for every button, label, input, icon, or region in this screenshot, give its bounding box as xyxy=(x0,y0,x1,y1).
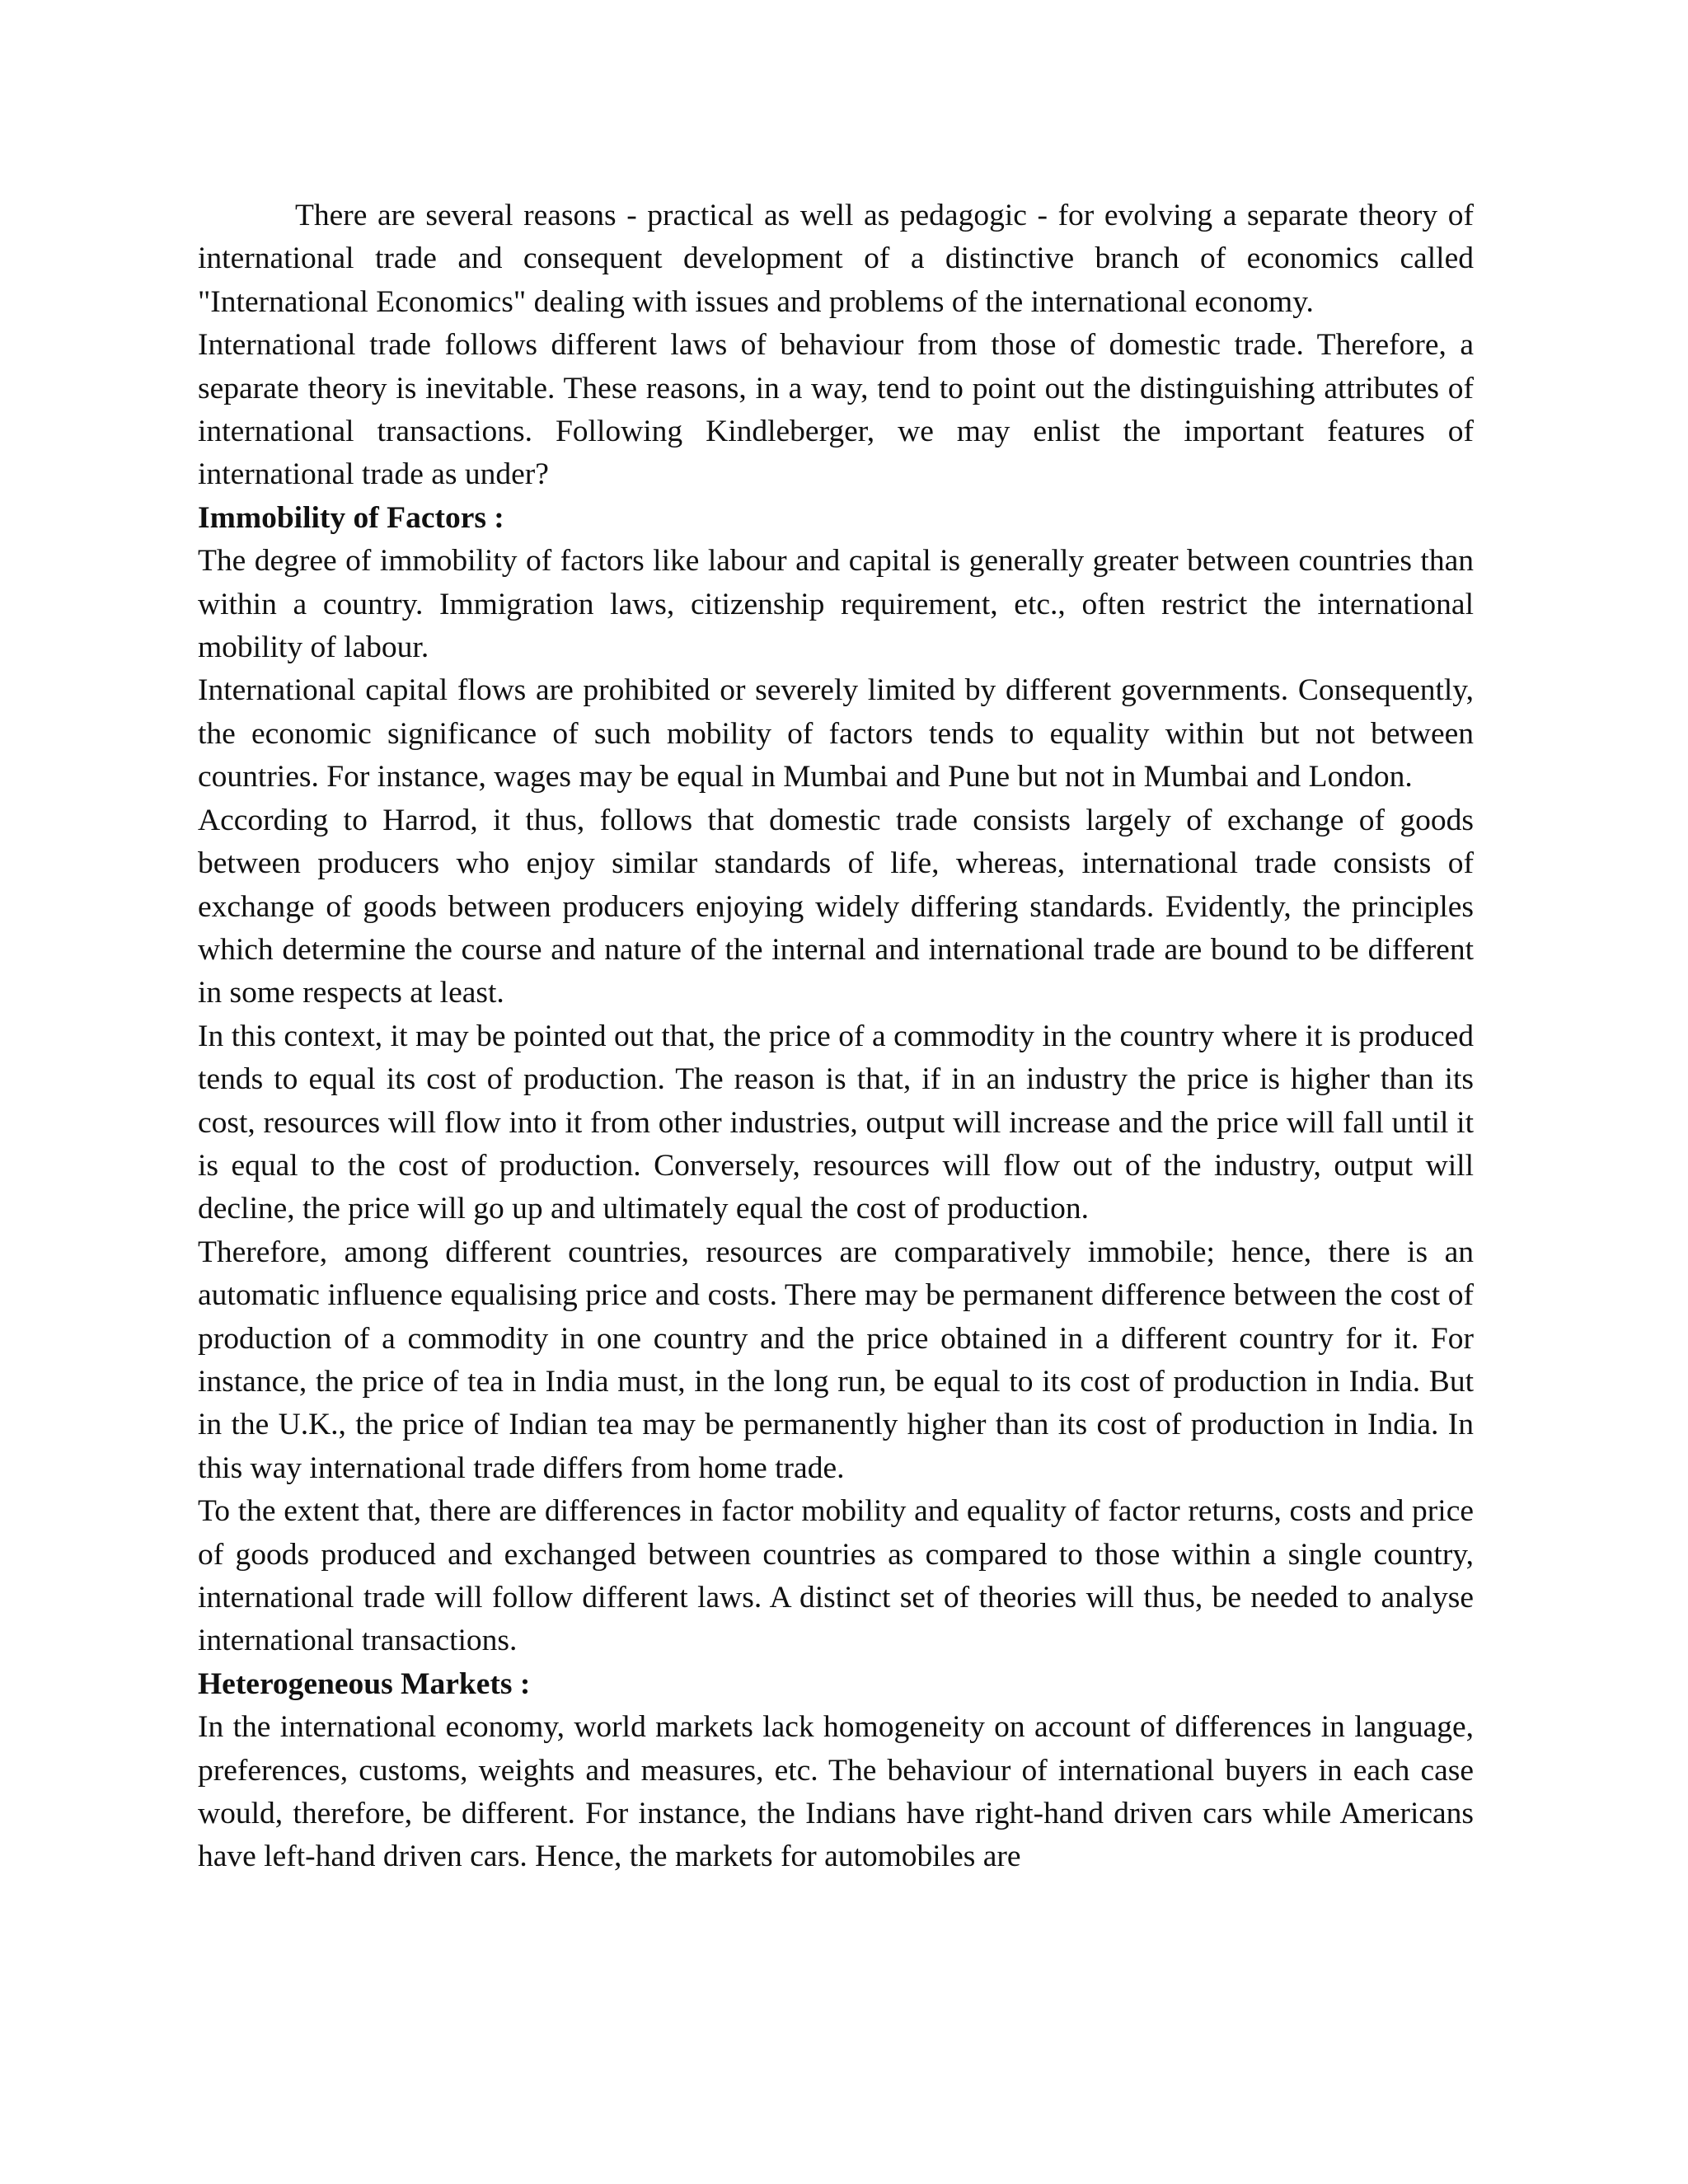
immobility-paragraph-3: According to Harrod, it thus, follows that domestic trade consists largely of exchange of goods between producers who enjoy similar standards of life, whereas, international trade consists of exchange of goods between producers enjoying widely differing standards. Evidently, the principles which determine the course and nature of the internal and international trade are bound to be different in some respects at least. xyxy=(198,803,1474,1010)
heterogeneous-paragraph-1: In the international economy, world markets lack homogeneity on account of differences in language, preferences, customs, weights and measures, etc. The behaviour of international buyers in each case would, therefore, be different. For instance, the Indians have right-hand driven cars while Americans have left-hand driven cars. Hence, the markets for automobiles are xyxy=(198,1710,1474,1874)
immobility-paragraph-1: The degree of immobility of factors like labour and capital is generally greater between countries than within a country. Immigration laws, citizenship requirement, etc., often restrict the international mobility of labour. xyxy=(198,544,1474,665)
intro-paragraph-1: There are several reasons - practical as well as pedagogic - for evolving a separate theory of international trade and consequent development of a distinctive branch of economics called "International Economics" dealing with issues and problems of the international economy. xyxy=(198,199,1474,319)
section-heading-immobility: Immobility of Factors : xyxy=(198,500,504,535)
immobility-paragraph-2: International capital flows are prohibited or severely limited by different governments. Consequently, the economic significance of such mobility of factors tends to equality within but not between countries. For instance, wages may be equal in Mumbai and Pune but not in Mumbai and London. xyxy=(198,673,1474,794)
document-page xyxy=(198,194,1474,1879)
intro-paragraph-2: International trade follows different laws of behaviour from those of domestic trade. Therefore, a separate theory is inevitable. These reasons, in a way, tend to point out the distinguishing attributes of international transactions. Following Kindleberger, we may enlist the important features of international trade as under? xyxy=(198,328,1474,492)
immobility-paragraph-5: Therefore, among different countries, resources are comparatively immobile; hence, there is an automatic influence equalising price and costs. There may be permanent difference between the cost of production of a commodity in one country and the price obtained in a different country for it. For instance, the price of tea in India must, in the long run, be equal to its cost of production in India. But in the U.K., the price of Indian tea may be permanently higher than its cost of production in India. In this way international trade differs from home trade. xyxy=(198,1235,1474,1485)
immobility-paragraph-6: To the extent that, there are differences in factor mobility and equality of factor returns, costs and price of goods produced and exchanged between countries as compared to those within a single country, international trade will follow different laws. A distinct set of theories will thus, be needed to analyse international transactions. xyxy=(198,1494,1474,1658)
immobility-paragraph-4: In this context, it may be pointed out that, the price of a commodity in the country where it is produced tends to equal its cost of production. The reason is that, if in an industry the price is higher than its cost, resources will flow into it from other industries, output will increase and the price will fall until it is equal to the cost of production. Conversely, resources will flow out of the industry, output will decline, the price will go up and ultimately equal the cost of production. xyxy=(198,1019,1474,1226)
section-heading-heterogeneous-markets: Heterogeneous Markets : xyxy=(198,1666,531,1701)
